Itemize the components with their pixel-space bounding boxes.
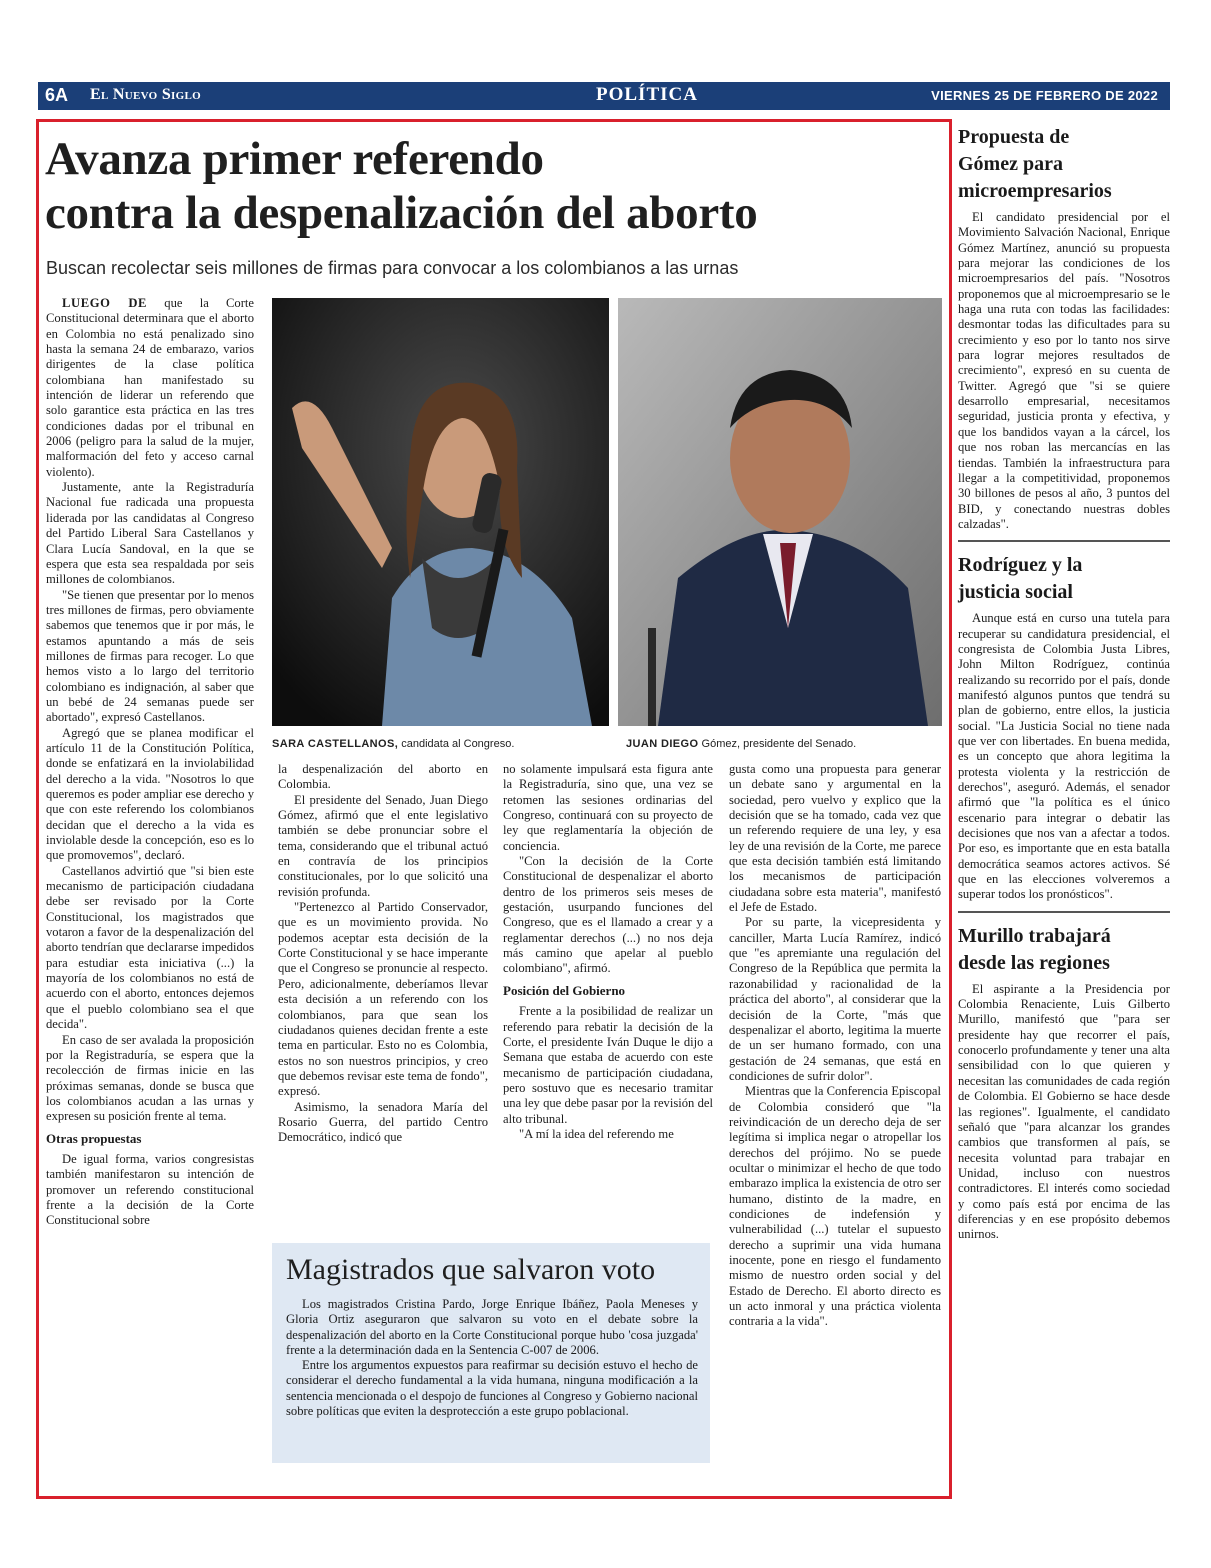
caption-text: candidata al Congreso. [398, 738, 515, 750]
news-brief-text: El aspirante a la Presidencia por Colombia Renaciente, Luis Gilberto Murillo, manifestó que "para ser presidente hay que recorrer el país, conocerlo profundamente y tener una alta sensibilidad con lo que quieren y necesitan las comunidades de cada región de Colombia. El Gobierno se hace desde las regiones". Igualmente, el candidato señaló que "para alcanzar los grandes cambios que transformen al país, se necesita voluntad para trabajar en Unidad, incluso con nuestros contradictores. El interés como sociedad y como país está por encima de las diferencias y en ese propósito debemos unirnos. [958, 981, 1170, 1242]
paragraph: "Se tienen que presentar por lo menos tres millones de firmas, pero obviamente sabemos que tenemos que ir por más, le estamos apuntando a más de seis millones de firmas para recoger. Lo que hemos visto a lo largo del territorio colombiano es indignación, al saber que un bebé de 24 semanas puede ser abortado", expresó Castellanos. [46, 587, 254, 725]
paragraph: no solamente impulsará esta figura ante la Registraduría, sino que, una vez se retomen las sesiones ordinarias del Congreso, continuará con su proyecto de ley que reglamentaría la objeción de conciencia. [503, 762, 713, 853]
page-number: 6A [45, 85, 69, 105]
newspaper-name: El Nuevo Siglo [90, 86, 201, 103]
sidebar-box-magistrados [272, 1243, 710, 1463]
box-text [286, 1297, 698, 1419]
divider [958, 911, 1170, 913]
paragraph: Los magistrados Cristina Pardo, Jorge Enrique Ibáñez, Paola Meneses y Gloria Ortiz aseguraron que salvaron su voto en el debate sobre la despenalización del aborto en la Corte Constitucional porque hubo 'cosa juzgada' frente a la determinación dada en la Sentencia C-007 de 2006. [286, 1297, 698, 1357]
paragraph: En caso de ser avalada la proposición por la Registraduría, se espera que la recolección de firmas inicie en las próximas semanas, donde se busca que los colombianos acudan a las urnas y expresen su posición frente al tema. [46, 1032, 254, 1124]
photo-sara-castellanos [272, 298, 609, 726]
article-column-4 [729, 762, 941, 1330]
subheading: Otras propuestas [46, 1130, 142, 1146]
paragraph: Justamente, ante la Registraduría Nacional fue radicada una propuesta liderada por las candidatas al Congreso del Partido Liberal Sara Castellanos y Clara Lucía Sandoval, en la que se espera que esta sea respaldada por seis millones de colombianos. [46, 480, 254, 587]
news-brief-title: Murillo trabajará desde las regiones [958, 924, 1111, 974]
paragraph: Asimismo, la senadora María del Rosario Guerra, del partido Centro Democrático, indicó que [278, 1099, 488, 1145]
paragraph: Castellanos advirtió que "si bien este mecanismo de participación ciudadana debe ser revisado por la Corte Constitucional, los magistrados que votaron a favor de la despenalización del aborto tendrían que declararse impedidos para estudiar esta iniciativa (...) la mayoría de los colombianos no está de acuerdo con el aborto, entonces dejemos que el pueblo colombiano sea el que decida". [46, 863, 254, 1032]
paragraph: Agregó que se planea modificar el artículo 11 de la Constitución Política, donde se enfatizará en la inviolabilidad del derecho a la vida. "Nosotros lo que queremos es poder ampliar ese derecho y que con este referendo los colombianos decidan que el derecho a la vida es inviolable desde la concepción, eso es lo que promovemos", declaró. [46, 725, 254, 863]
article-column-3 [503, 762, 713, 1142]
paragraph: "A mí la idea del referendo me [519, 1126, 674, 1141]
paragraph: Frente a la posibilidad de realizar un referendo para rebatir la decisión de la Corte, el presidente Iván Duque le dijo a Semana que estaba de acuerdo con este mecanismo de participación ciudadana, pero sostuvo que es necesario tramitar una ley que debe pasar por la revisión del alto tribunal. [503, 1004, 713, 1126]
issue-date: VIERNES 25 DE FEBRERO DE 2022 [931, 88, 1158, 103]
headline-line-2: contra la despenalización del aborto [45, 187, 758, 239]
right-news-column [958, 124, 1170, 1243]
page-header-bar [38, 82, 1170, 110]
paragraph: Entre los argumentos expuestos para reafirmar su decisión estuvo el hecho de considerar el derecho fundamental a la vida humana, ninguna modificación a la sentencia mencionada o el despojo de funciones al Congreso y Gobierno nacional sobre políticas que eviten la desprotección a este grupo poblacional. [286, 1358, 698, 1419]
news-brief-text: Aunque está en curso una tutela para recuperar su candidatura presidencial, el congresista de Colombia Justa Libres, John Milton Rodríguez, continúa realizando su recorrido por el país, donde manifestó algunos puntos que tendrá su plan de gobierno, entre ellos, la justicia social. "La Justicia Social no tiene nada que ver con libertades. En buena medida, es un concepto que ahora legitima la protesta violenta y la restricción de derechos", aseguró. Además, el senador afirmó que "la política es el único escenario para integrar o debatir las decisiones que nos van a afectar a todos. Por eso, es importante que en esta batalla democrática seamos actores activos. Sé que en las elecciones volveremos a superar todos los pronósticos". [958, 611, 1170, 902]
subheading: Posición del Gobierno [503, 982, 626, 998]
paragraph: "Pertenezco al Partido Conservador, que es un movimiento provida. No podemos aceptar esta decisión de la Corte Constitucional y se hace imperante que el Congreso se pronuncie al respecto. Pero, adicionalmente, deberíamos llevar esta decisión a un referendo con los colombianos, para que sean los ciudadanos quienes decidan frente a este tema en particular. Esto no es Colombia, estos no son nuestros principios, y creo que debemos revisar este tema de fondo", expresó. [278, 900, 488, 1099]
caption-text: Gómez, presidente del Senado. [698, 738, 857, 750]
news-brief-title: Propuesta de Gómez para microempresarios [958, 126, 1112, 202]
article-deck: Buscan recolectar seis millones de firmas para convocar a los colombianos a las urnas [46, 258, 739, 278]
caption-name: JUAN DIEGO [626, 738, 699, 750]
news-brief-title: Rodríguez y la justicia social [958, 554, 1083, 604]
paragraph: Mientras que la Conferencia Episcopal de Colombia consideró que "la reivindicación de un derecho deja de ser legítima si implica negar o atropellar los derechos del prójimo. No se puede ocultar o minimizar el hecho de que todo embarazo implica la existencia de otro ser humano, distinto de la madre, en condiciones de indefensión y vulnerabilidad (...) tutelar el supuesto derecho a suprimir una vida humana inocente, pone en riesgo el fundamento mismo de nuestro orden social y del Estado de Derecho. El aborto directo es un acto inmoral y una práctica violenta contraria a la vida". [729, 1084, 941, 1329]
caption-name: SARA CASTELLANOS, [272, 738, 399, 750]
headline-line-1: Avanza primer referendo [45, 133, 544, 185]
divider [958, 540, 1170, 542]
article-column-2 [278, 762, 488, 1146]
photo-caption-right [626, 738, 856, 750]
paragraph: Por su parte, la vicepresidenta y canciller, Marta Lucía Ramírez, indicó que "es apremiante una regulación del Congreso de la República que permita la razonabilidad y racionalidad de la práctica del aborto", al considerar que la decisión de la Corte, "más que despenalizar el aborto, legitima la muerte de un ser humano formado, con una gestación de 24 semanas, que está en condiciones de sufrir dolor". [729, 915, 941, 1083]
news-brief-text: El candidato presidencial por el Movimiento Salvación Nacional, Enrique Gómez Martínez, anunció su propuesta para mejorar las condiciones de los microempresarios del país. "Nosotros proponemos que al microempresario se le haga una ruta con todas las facilidades: desmontar todas las dificultades para su crecimiento y eso por lo tanto nos sirve para lograr mejores resultados de crecimiento", expresó en su cuenta de Twitter. Agregó que "si se quiere desarrollo empresarial, necesitamos seguridad, justicia pronta y efectiva, y que los bandidos vayan a la cárcel, los que nos roban las mercancías en las tiendas. También la infraestructura para llegar a la competitividad, proponemos 30 billones de pesos al año, 3 puntos del BID, y conectando nuestras dobles calzadas". [958, 210, 1170, 531]
paragraph: gusta como una propuesta para generar un debate sano y argumental en la sociedad, pero vuelvo y explico que la decisión que se ha tomado, cada vez que un referendo requiere de una ley, y esa ley de una revisión de la Corte, me parece que esta decisión también está limitando los mecanismos de participación ciudadana sobre esta materia", manifestó el Jefe de Estado. [729, 762, 941, 915]
article-column-1 [46, 296, 254, 1229]
lead-in: LUEGO DE [62, 296, 148, 310]
section-name: POLÍTICA [596, 84, 698, 105]
paragraph: De igual forma, varios congresistas también manifestaron su intención de promover un referendo constitucional frente a la decisión de la Corte Constitucional sobre [46, 1151, 254, 1228]
paragraph: que la Corte Constitucional determinara que el aborto en Colombia no está penalizado sino hasta la semana 24 de embarazo, varios dirigentes de la clase política colombiana han manifestado su intención de liderar un referendo que solo garantice esta práctica en las tres condiciones dadas por el tribunal en 2006 (peligro para la salud de la mujer, malformación del feto y acceso carnal violento). [46, 296, 254, 479]
article-headline [45, 132, 915, 240]
paragraph: "Con la decisión de la Corte Constitucional de despenalizar el aborto dentro de los primeros seis meses de gestación, usurpando funciones del Congreso, que es el llamado a crear y a reglamentar derechos (...) no nos deja más camino que apelar al pueblo colombiano", afirmó. [503, 854, 713, 976]
paragraph: la despenalización del aborto en Colombia. [278, 762, 488, 792]
photo-juan-diego-gomez [618, 298, 942, 726]
paragraph: El presidente del Senado, Juan Diego Gómez, afirmó que el ente legislativo también se debe pronunciar sobre el tema, considerando que el tribunal actuó en contravía de los principios constitucionales, por lo que solicitó una revisión profunda. [278, 792, 488, 899]
box-title: Magistrados que salvaron voto [286, 1253, 656, 1286]
photo-caption-left [272, 738, 514, 750]
